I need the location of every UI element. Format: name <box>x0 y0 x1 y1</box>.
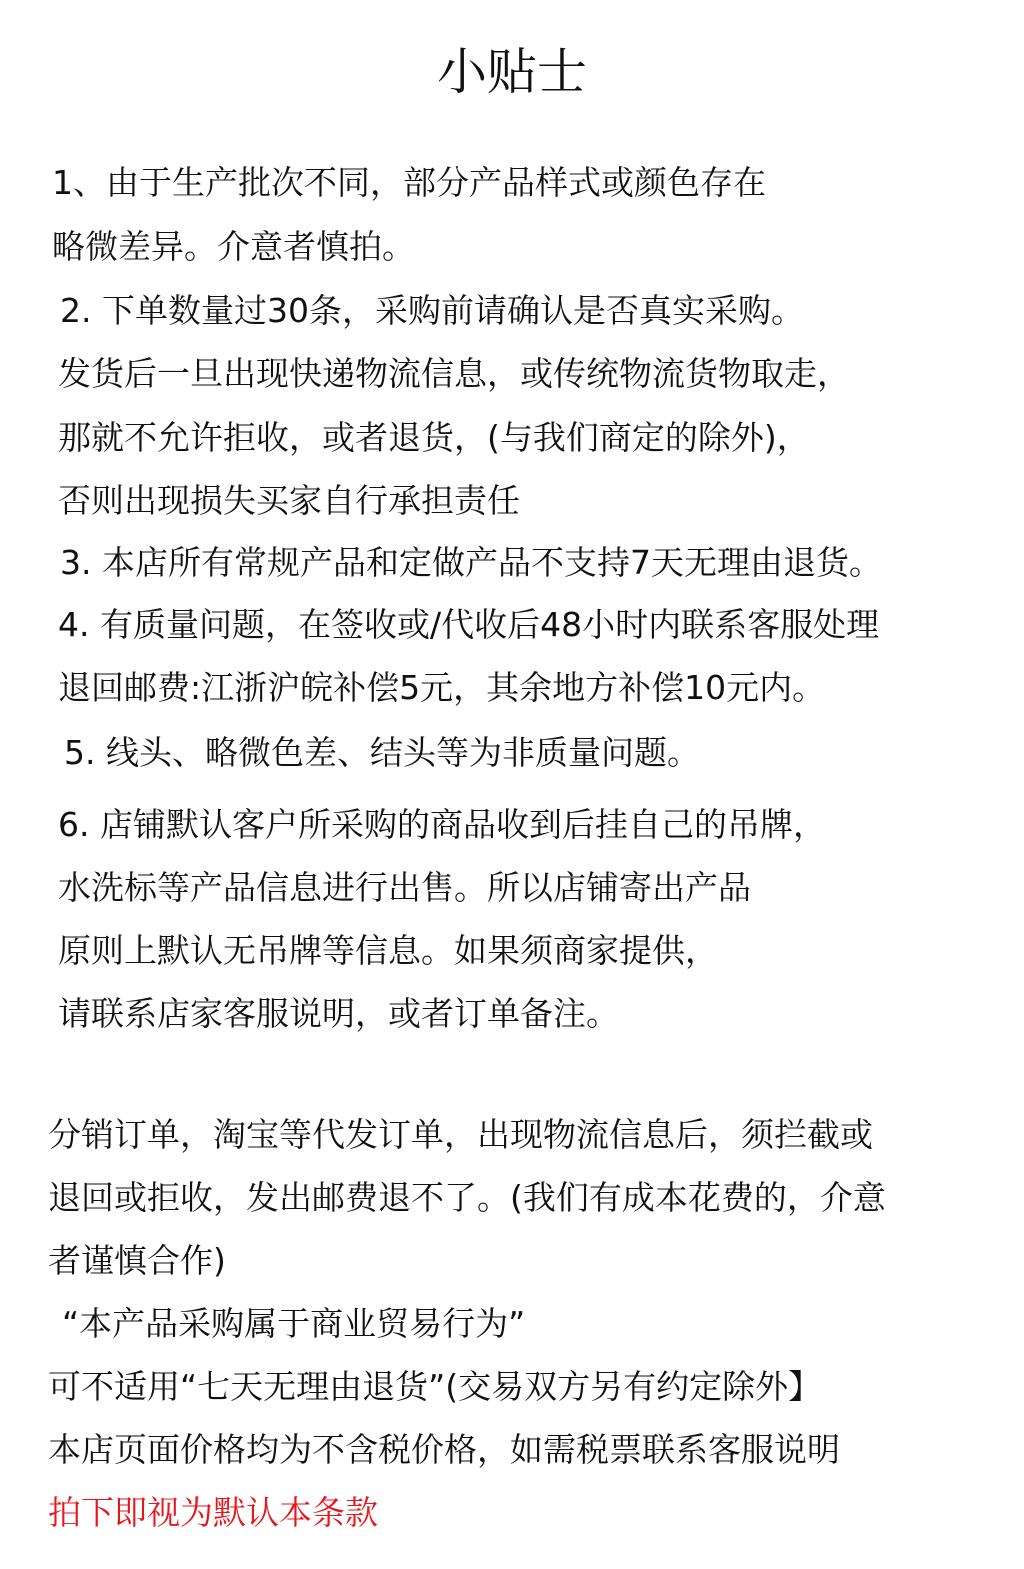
tip-1-line-2: 略微差异。介意者慎拍。 <box>52 227 415 266</box>
tip-2-line-2: 发货后一旦出现快递物流信息，或传统物流货物取走， <box>58 354 850 393</box>
tip-4-line-2: 退回邮费:江浙沪皖补偿5元，其余地方补偿10元内。 <box>58 668 826 707</box>
tip-2-line-1: 2. 下单数量过30条，采购前请确认是否真实采购。 <box>60 291 804 330</box>
tip-6-line-4: 请联系店家客服说明，或者订单备注。 <box>58 994 619 1033</box>
tip-6-line-1: 6. 店铺默认客户所采购的商品收到后挂自己的吊牌， <box>58 805 826 844</box>
tip-5-line-1: 5. 线头、略微色差、结头等为非质量问题。 <box>64 733 700 772</box>
notice-line-5: 可不适用“七天无理由退货”(交易双方另有约定除外】 <box>48 1367 822 1406</box>
tip-6-line-3: 原则上默认无吊牌等信息。如果须商家提供， <box>58 931 718 970</box>
notice-line-1: 分销订单，淘宝等代发订单，出现物流信息后，须拦截或 <box>48 1115 873 1154</box>
tip-3-line-1: 3. 本店所有常规产品和定做产品不支持7天无理由退货。 <box>60 543 882 582</box>
notice-line-4: “本产品采购属于商业贸易行为” <box>62 1304 526 1343</box>
notice-line-3: 者谨慎合作) <box>48 1241 226 1280</box>
tip-2-line-3: 那就不允许拒收，或者退货，(与我们商定的除外)， <box>58 418 810 457</box>
tip-2-line-4: 否则出现损失买家自行承担责任 <box>58 481 520 520</box>
tip-6-line-2: 水洗标等产品信息进行出售。所以店铺寄出产品 <box>58 868 751 907</box>
page-title: 小贴士 <box>437 43 587 101</box>
tip-1-line-1: 1、由于生产批次不同，部分产品样式或颜色存在 <box>52 163 766 202</box>
notice-line-6: 本店页面价格均为不含税价格，如需税票联系客服说明 <box>48 1430 840 1469</box>
notice-line-2: 退回或拒收，发出邮费退不了。(我们有成本花费的，介意 <box>48 1178 886 1217</box>
tip-4-line-1: 4. 有质量问题，在签收或/代收后48小时内联系客服处理 <box>58 605 880 644</box>
terms-acceptance-highlight: 拍下即视为默认本条款 <box>48 1493 378 1532</box>
